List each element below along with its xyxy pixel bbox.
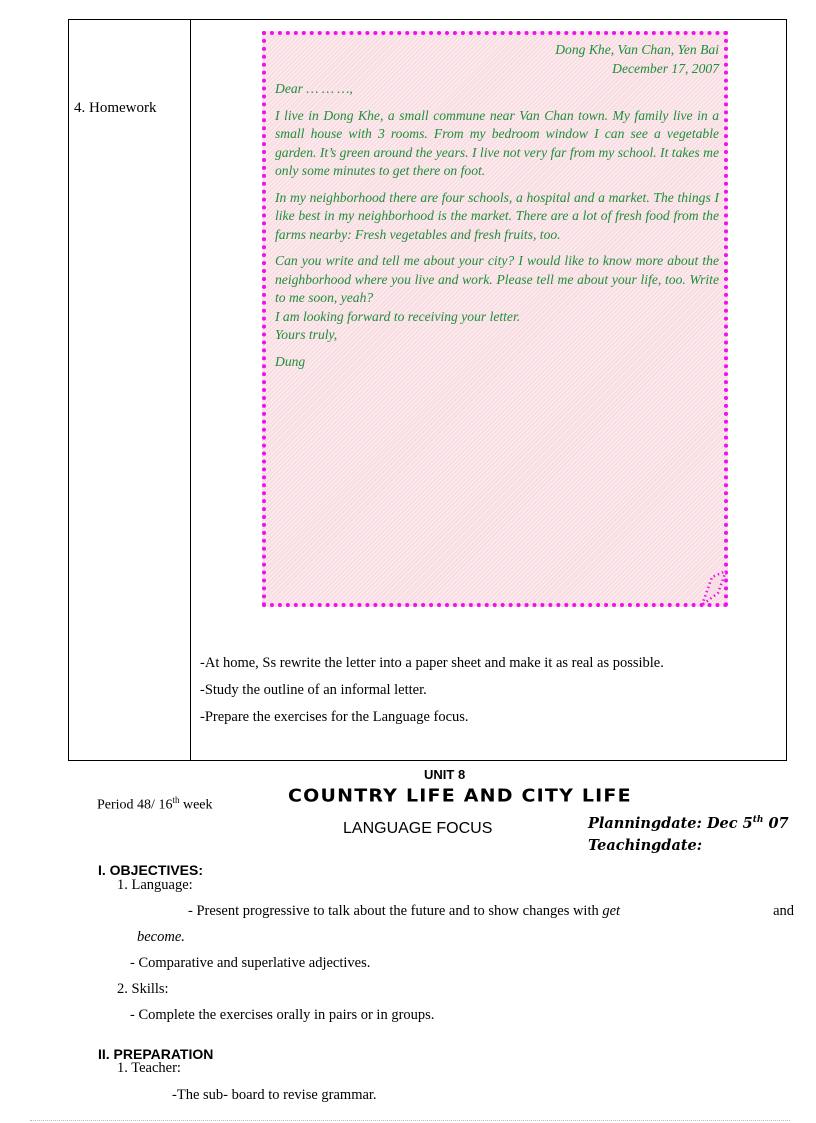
letter-paragraph-1: I live in Dong Khe, a small commune near Van Chan town. My family live in a small house with 3 rooms. From my bedroom window I can see a vegetable garden. It’s green around the years. I live not very far from my school. It takes me only some minutes to get there on foot. [275,107,719,178]
skills-point: - Complete the exercises orally in pairs or in groups. [130,1007,435,1023]
unit-title: COUNTRY LIFE AND CITY LIFE [288,785,632,807]
homework-item-1: -At home, Ss rewrite the letter into a paper sheet and make it as real as possible. [200,655,664,671]
letter-greeting: Dear … … …, [275,81,353,96]
letter-address: Dong Khe, Van Chan, Yen Bai [555,42,719,57]
page-curl-icon [700,565,728,607]
letter-paragraph-2: In my neighborhood there are four schools, a hospital and a market. The things I like best in my neighborhood is the market. There are a lot of fresh food from the farms nearby: Fresh vegetables and fresh fruits, too. [275,189,719,242]
skills-label: 2. Skills: [117,981,169,997]
sample-letter [262,31,728,607]
table-column-divider [190,19,191,761]
teaching-date: Teachingdate: [588,837,703,854]
letter-date: December 17, 2007 [612,60,719,76]
homework-item-2: -Study the outline of an informal letter. [200,682,427,698]
period-info: Period 48/ 16th week [97,795,213,813]
letter-paragraph-3: Can you write and tell me about your city? I would like to know more about the neighborhood where you live and work. Please tell me about your life, too. Write to me soon, yeah? [275,253,719,305]
homework-item-3: -Prepare the exercises for the Language focus. [200,709,469,725]
teacher-label: 1. Teacher: [117,1060,181,1076]
objectives-heading: I. OBJECTIVES: [98,862,204,878]
letter-signature: Dung [275,353,306,369]
letter-signoff: Yours truly, [275,327,338,342]
language-point-1-cont: become. [137,929,185,945]
language-point-2: - Comparative and superlative adjectives. [130,955,371,971]
letter-closing-line: I am looking forward to receiving your letter. [275,308,521,324]
homework-item-text: Study the outline of an informal letter. [204,682,427,698]
lesson-subtitle: LANGUAGE FOCUS [343,820,493,837]
teacher-point: -The sub- board to revise grammar. [172,1087,377,1103]
planning-date: Planningdate: Dec 5th 07 [588,815,789,832]
homework-item-text: Prepare the exercises for the Language focus. [204,709,469,725]
unit-number: UNIT 8 [424,767,466,782]
language-point-1: - Present progressive to talk about the future and to show changes with get and [188,903,794,919]
language-label: 1. Language: [117,877,193,893]
row-label-homework: 4. Homework [74,100,157,116]
page-bottom-divider [30,1120,790,1121]
homework-item-text: At home, Ss rewrite the letter into a paper sheet and make it as real as possible. [204,655,664,671]
preparation-heading: II. PREPARATION [98,1046,214,1062]
